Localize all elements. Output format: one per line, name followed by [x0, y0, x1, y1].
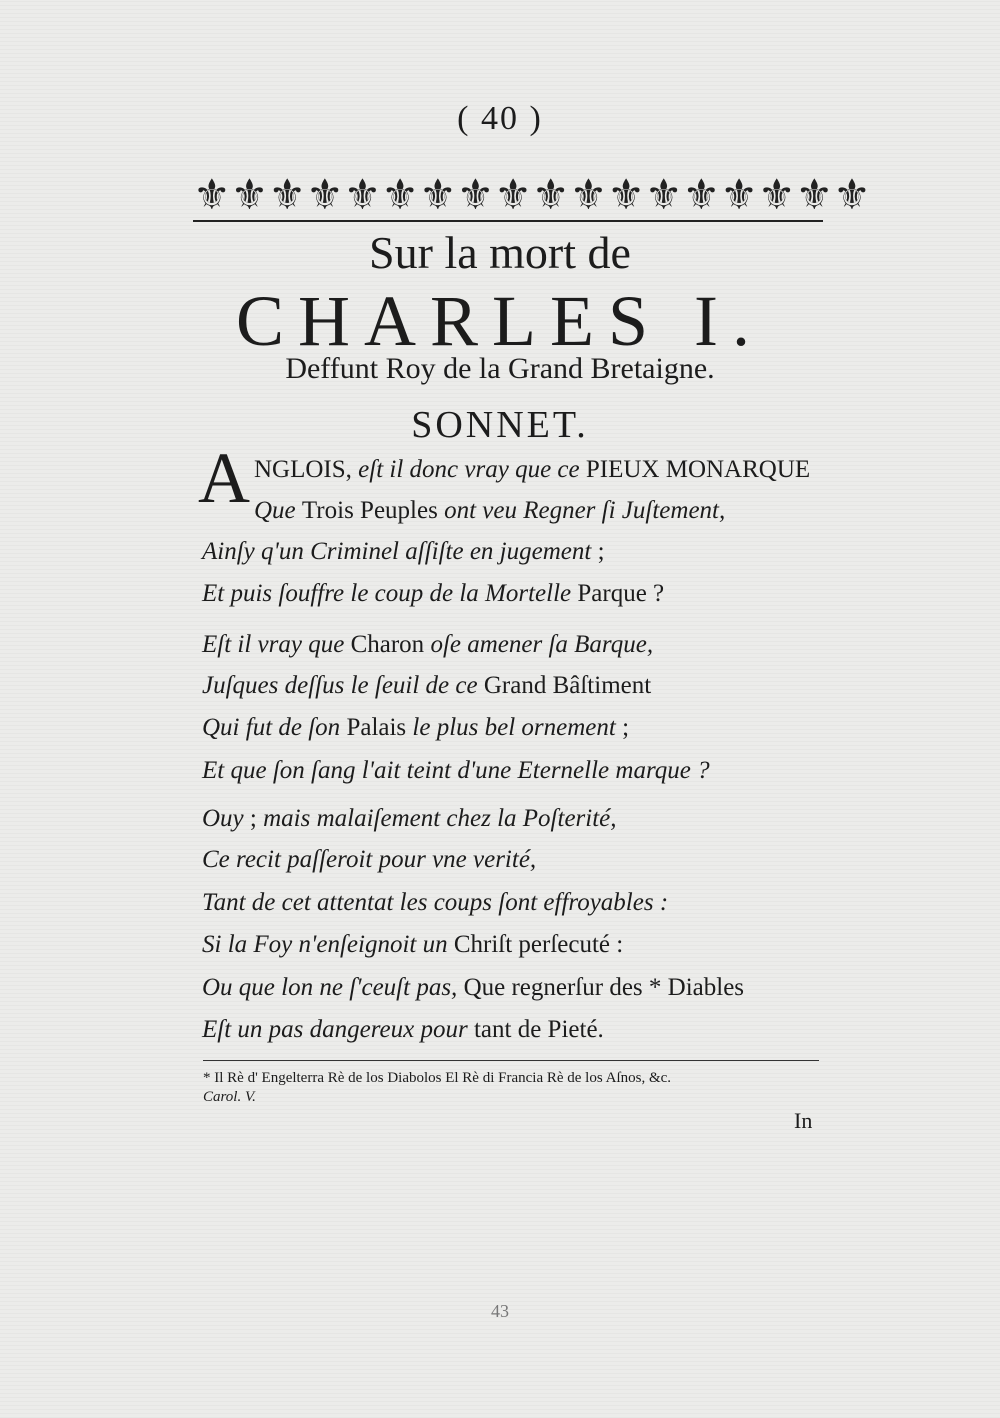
sonnet-line-11: Tant de cet attentat les coups ſont effroyables :: [202, 889, 669, 916]
sonnet-line-6: Juſques deſſus le ſeuil de ce Grand Bâſtiment: [202, 672, 652, 699]
fleur-de-lis-icon: ⚜: [682, 170, 721, 219]
fleur-de-lis-icon: ⚜: [193, 170, 231, 219]
title-line-2: CHARLES I.: [235, 281, 765, 361]
fleur-de-lis-icon: ⚜: [456, 170, 495, 219]
catchword: In: [794, 1108, 813, 1133]
fleur-de-lis-icon: ⚜: [531, 170, 570, 219]
fleur-de-lis-icon: ⚜: [757, 170, 796, 219]
fleur-de-lis-icon: ⚜: [607, 170, 645, 219]
fleur-de-lis-icon: ⚜: [494, 170, 532, 219]
fleur-de-lis-icon: ⚜: [644, 170, 683, 219]
footnote-line-2: Carol. V.: [203, 1089, 256, 1105]
footnote-rule: [203, 1060, 819, 1061]
sonnet-line-12: Si la Foy n'enſeignoit un Chriſt perſecuté :: [202, 931, 624, 958]
sonnet-heading: SONNET.: [411, 404, 589, 446]
sonnet-line-5: Eſt il vray que Charon oſe amener ſa Barque,: [202, 631, 654, 658]
title-line-1: Sur la mort de: [369, 227, 631, 278]
footnote: [203, 1069, 823, 1107]
sonnet-line-1: NGLOIS, eſt il donc vray que ce PIEUX MONARQUE: [254, 456, 811, 483]
sonnet-line-13: Ou que lon ne ſ'ceuſt pas, Que regnerſur des * Diables: [202, 974, 745, 1001]
fleur-de-lis-icon: ⚜: [418, 170, 457, 219]
fleur-de-lis-icon: ⚜: [381, 170, 419, 219]
fleur-de-lis-icon: ⚜: [833, 170, 871, 219]
fleur-de-lis-icon: ⚜: [720, 170, 758, 219]
sonnet-line-10: Ce recit paſſeroit pour vne verité,: [202, 846, 537, 873]
fleur-de-lis-icon: ⚜: [343, 170, 382, 219]
page-number: ( 40 ): [457, 100, 543, 137]
footnote-line-1: * Il Rè d' Engelterra Rè de los Diabolos El Rè di Francia Rè de los Aſnos, &c.: [203, 1070, 672, 1086]
sonnet-line-14: Eſt un pas dangereux pour tant de Pieté.: [202, 1016, 604, 1043]
sonnet-line-4: Et puis ſouffre le coup de la Mortelle Parque ?: [202, 580, 665, 607]
title-line-3: Deffunt Roy de la Grand Bretaigne.: [285, 352, 715, 385]
ornament-rule: [193, 220, 823, 222]
drop-cap: A: [198, 438, 250, 518]
fleur-de-lis-icon: ⚜: [268, 170, 306, 219]
sonnet-line-3: Ainſy q'un Criminel aſſiſte en jugement ;: [202, 538, 605, 565]
fleur-de-lis-icon: ⚜: [795, 170, 834, 219]
sonnet-line-2: Que Trois Peuples ont veu Regner ſi Juſtement,: [254, 497, 726, 524]
sonnet-line-8: Et que ſon ſang l'ait teint d'une Eternelle marque ?: [202, 757, 710, 784]
sonnet-line-7: Qui fut de ſon Palais le plus bel ornement ;: [202, 714, 630, 741]
fleur-de-lis-icon: ⚜: [569, 170, 608, 219]
fleur-de-lis-ornament-band: [193, 164, 871, 219]
sonnet-line-9: Ouy ; mais malaiſement chez la Poſterité,: [202, 805, 617, 832]
fleur-de-lis-icon: ⚜: [305, 170, 344, 219]
fleur-de-lis-icon: ⚜: [230, 170, 269, 219]
folio-number: 43: [491, 1301, 509, 1321]
